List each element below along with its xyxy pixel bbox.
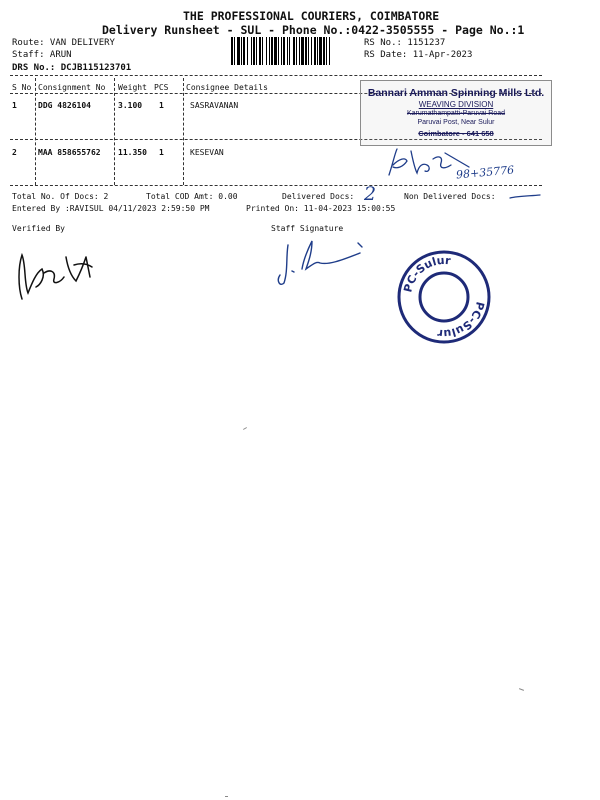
col-divider [35, 78, 36, 185]
delivered-docs-label: Delivered Docs: [282, 192, 355, 201]
row1-pcs: 1 [159, 101, 164, 110]
row2-pcs: 1 [159, 148, 164, 157]
barcode-gap [330, 37, 332, 65]
staff-signature-label: Staff Signature [271, 224, 344, 233]
rs-number: RS No.: 1151237 [364, 38, 446, 48]
entered-by: Entered By :RAVISUL 04/11/2023 2:59:50 PM [12, 204, 210, 213]
col-header-pcs: PCS [154, 83, 169, 92]
col-divider [114, 78, 115, 185]
verifier-signature [14, 243, 100, 305]
stamp-address-line1: Karumathampatti-Paruvai Road [406, 110, 506, 117]
col-header-weight: Weight [118, 83, 147, 92]
round-stamp [396, 249, 492, 345]
stamp-company-name: Bannari Amman Spinning Mills Ltd. [367, 87, 545, 99]
runsheet-subtitle: Delivery Runsheet - SUL - Phone No.:0422-3505555 - Page No.:1 [102, 23, 525, 37]
table-bottom-rule [10, 185, 542, 186]
verified-by-label: Verified By [12, 224, 65, 233]
col-divider [183, 78, 184, 185]
row2-weight: 11.350 [118, 148, 147, 157]
row1-consignee: SASRAVANAN [190, 101, 239, 110]
row1-sno: 1 [12, 101, 17, 110]
stamp-address-line2: Paruvai Post, Near Sulur [417, 119, 495, 126]
drs-number: DRS No.: DCJB115123701 [12, 63, 132, 73]
total-cod: Total COD Amt: 0.00 [146, 192, 238, 201]
company-stamp [360, 80, 552, 146]
round-stamp-text: PC-Sulur [401, 253, 452, 294]
non-delivered-dash [508, 192, 542, 202]
col-header-consignment: Consignment No [38, 83, 106, 92]
row1-weight: 3.100 [118, 101, 143, 110]
scan-speck [225, 796, 228, 797]
printed-on: Printed On: 11-04-2023 15:00:55 [246, 204, 396, 213]
table-top-rule [10, 75, 542, 76]
company-title: THE PROFESSIONAL COURIERS, COIMBATORE [183, 9, 440, 23]
non-delivered-docs-label: Non Delivered Docs: [404, 192, 496, 201]
col-header-consignee: Consignee Details [186, 83, 268, 92]
staff-signature [272, 235, 374, 291]
col-header-sno: S No [12, 83, 32, 92]
delivered-docs-count: 2 [364, 183, 377, 205]
staff-label: Staff: ARUN [12, 50, 72, 60]
scan-speck [519, 688, 524, 691]
row2-sno: 2 [12, 148, 17, 157]
handwritten-phone: 98+35776 [455, 163, 515, 182]
route-label: Route: VAN DELIVERY [12, 38, 115, 48]
rs-date: RS Date: 11-Apr-2023 [364, 50, 473, 60]
stamp-address-line3: Coimbatore - 641 658 [418, 129, 494, 138]
barcode [231, 37, 332, 65]
round-stamp-text: PC-Sulur [436, 300, 487, 341]
scan-speck [243, 427, 247, 430]
row2-consignee: KESEVAN [190, 148, 224, 157]
row1-consignment: DDG 4826104 [38, 101, 91, 110]
row2-consignment: MAA 858655762 [38, 148, 101, 157]
total-docs: Total No. Of Docs: 2 [12, 192, 109, 201]
stamp-division: WEAVING DIVISION [418, 100, 494, 109]
